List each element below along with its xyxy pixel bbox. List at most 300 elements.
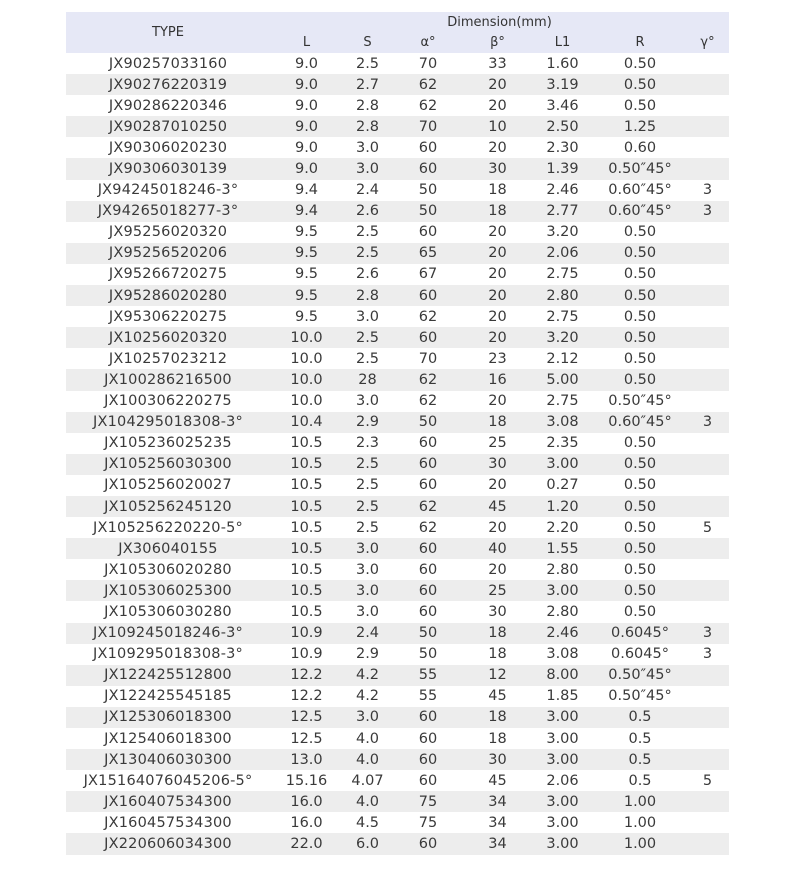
beta-cell: 10 (464, 116, 531, 137)
l1-cell: 2.06 (531, 243, 594, 264)
table-row (66, 833, 729, 854)
type-cell: JX125306018300 (66, 707, 270, 728)
s-cell: 2.4 (343, 180, 392, 201)
s-cell: 3.0 (343, 538, 392, 559)
table-row (66, 665, 729, 686)
l1-cell: 3.20 (531, 327, 594, 348)
l1-cell: 2.80 (531, 601, 594, 622)
s-cell: 4.0 (343, 791, 392, 812)
table-row (66, 580, 729, 601)
l1-cell: 3.00 (531, 707, 594, 728)
type-cell: JX122425545185 (66, 686, 270, 707)
gamma-cell (686, 728, 729, 749)
beta-cell: 25 (464, 580, 531, 601)
r-cell: 1.00 (594, 812, 686, 833)
r-cell: 0.5 (594, 770, 686, 791)
alpha-cell: 62 (392, 391, 464, 412)
table-row (66, 201, 729, 222)
alpha-cell: 60 (392, 707, 464, 728)
table-row (66, 644, 729, 665)
l-cell: 22.0 (270, 833, 343, 854)
type-cell: JX95256020320 (66, 222, 270, 243)
alpha-cell: 60 (392, 580, 464, 601)
gamma-cell (686, 264, 729, 285)
type-cell: JX220606034300 (66, 833, 270, 854)
r-cell: 0.5 (594, 707, 686, 728)
alpha-cell: 62 (392, 369, 464, 390)
s-cell: 2.9 (343, 644, 392, 665)
type-cell: JX90286220346 (66, 95, 270, 116)
beta-cell: 12 (464, 665, 531, 686)
l-cell: 10.5 (270, 454, 343, 475)
table-row (66, 180, 729, 201)
l-cell: 9.4 (270, 201, 343, 222)
type-cell: JX105256220220-5° (66, 517, 270, 538)
type-cell: JX10256020320 (66, 327, 270, 348)
s-cell: 2.6 (343, 264, 392, 285)
table-row (66, 686, 729, 707)
s-cell: 2.8 (343, 285, 392, 306)
r-cell: 0.50 (594, 53, 686, 74)
gamma-cell: 3 (686, 180, 729, 201)
s-cell: 2.4 (343, 623, 392, 644)
l1-cell: 3.46 (531, 95, 594, 116)
r-cell: 0.50 (594, 559, 686, 580)
gamma-cell (686, 306, 729, 327)
r-cell: 0.50 (594, 264, 686, 285)
r-cell: 0.50 (594, 538, 686, 559)
r-cell: 0.50 (594, 369, 686, 390)
type-cell: JX105236025235 (66, 433, 270, 454)
s-cell: 28 (343, 369, 392, 390)
beta-cell: 20 (464, 327, 531, 348)
r-cell: 0.50 (594, 348, 686, 369)
gamma-cell (686, 137, 729, 158)
gamma-cell (686, 285, 729, 306)
table-row (66, 285, 729, 306)
gamma-cell (686, 833, 729, 854)
s-cell: 2.9 (343, 412, 392, 433)
table-row (66, 749, 729, 770)
alpha-cell: 60 (392, 327, 464, 348)
s-cell: 4.2 (343, 665, 392, 686)
r-cell: 0.5 (594, 728, 686, 749)
s-cell: 2.5 (343, 348, 392, 369)
alpha-cell: 60 (392, 601, 464, 622)
l-cell: 10.0 (270, 391, 343, 412)
type-cell: JX95266720275 (66, 264, 270, 285)
r-cell: 0.50 (594, 601, 686, 622)
l1-cell: 3.00 (531, 454, 594, 475)
l-cell: 16.0 (270, 812, 343, 833)
type-cell: JX90306020230 (66, 137, 270, 158)
s-cell: 3.0 (343, 306, 392, 327)
s-cell: 2.5 (343, 517, 392, 538)
beta-cell: 40 (464, 538, 531, 559)
l1-cell: 3.08 (531, 644, 594, 665)
s-cell: 3.0 (343, 580, 392, 601)
alpha-cell: 65 (392, 243, 464, 264)
gamma-cell (686, 74, 729, 95)
s-cell: 2.5 (343, 222, 392, 243)
l-cell: 13.0 (270, 749, 343, 770)
table-row (66, 95, 729, 116)
s-cell: 2.8 (343, 95, 392, 116)
type-cell: JX95306220275 (66, 306, 270, 327)
beta-cell: 23 (464, 348, 531, 369)
column-header-l1: L1 (531, 32, 594, 53)
dimension-spec-table (66, 12, 729, 855)
l1-cell: 3.20 (531, 222, 594, 243)
alpha-cell: 62 (392, 496, 464, 517)
l-cell: 10.5 (270, 517, 343, 538)
table-row (66, 137, 729, 158)
column-header-r: R (594, 32, 686, 53)
alpha-cell: 62 (392, 306, 464, 327)
s-cell: 4.5 (343, 812, 392, 833)
table-body (66, 53, 729, 855)
gamma-cell (686, 686, 729, 707)
beta-cell: 45 (464, 496, 531, 517)
alpha-cell: 50 (392, 412, 464, 433)
gamma-cell (686, 812, 729, 833)
s-cell: 3.0 (343, 158, 392, 179)
gamma-cell: 3 (686, 201, 729, 222)
r-cell: 0.50 (594, 74, 686, 95)
l-cell: 9.0 (270, 116, 343, 137)
s-cell: 2.5 (343, 475, 392, 496)
column-header-beta: β° (464, 32, 531, 53)
beta-cell: 34 (464, 812, 531, 833)
alpha-cell: 60 (392, 285, 464, 306)
gamma-cell (686, 580, 729, 601)
l1-cell: 2.75 (531, 306, 594, 327)
r-cell: 0.50″45° (594, 391, 686, 412)
beta-cell: 30 (464, 749, 531, 770)
r-cell: 0.60 (594, 137, 686, 158)
table-row (66, 791, 729, 812)
gamma-cell (686, 433, 729, 454)
alpha-cell: 50 (392, 180, 464, 201)
l1-cell: 1.20 (531, 496, 594, 517)
l1-cell: 2.20 (531, 517, 594, 538)
dimension-group-header: Dimension(mm) (270, 12, 729, 32)
alpha-cell: 60 (392, 454, 464, 475)
beta-cell: 20 (464, 243, 531, 264)
s-cell: 2.5 (343, 496, 392, 517)
s-cell: 2.6 (343, 201, 392, 222)
type-cell: JX105256020027 (66, 475, 270, 496)
l1-cell: 1.55 (531, 538, 594, 559)
l1-cell: 1.39 (531, 158, 594, 179)
s-cell: 3.0 (343, 707, 392, 728)
table-row (66, 601, 729, 622)
l-cell: 10.5 (270, 538, 343, 559)
gamma-cell (686, 116, 729, 137)
beta-cell: 45 (464, 770, 531, 791)
type-cell: JX90257033160 (66, 53, 270, 74)
type-cell: JX105306030280 (66, 601, 270, 622)
alpha-cell: 60 (392, 475, 464, 496)
r-cell: 1.00 (594, 833, 686, 854)
l-cell: 10.5 (270, 433, 343, 454)
r-cell: 1.00 (594, 791, 686, 812)
l-cell: 9.5 (270, 306, 343, 327)
beta-cell: 25 (464, 433, 531, 454)
gamma-cell (686, 348, 729, 369)
l-cell: 10.4 (270, 412, 343, 433)
gamma-cell (686, 327, 729, 348)
l1-cell: 3.00 (531, 812, 594, 833)
s-cell: 2.3 (343, 433, 392, 454)
table-row (66, 496, 729, 517)
alpha-cell: 60 (392, 538, 464, 559)
table-row (66, 264, 729, 285)
l1-cell: 3.00 (531, 580, 594, 601)
alpha-cell: 75 (392, 812, 464, 833)
type-cell: JX122425512800 (66, 665, 270, 686)
s-cell: 2.5 (343, 327, 392, 348)
l-cell: 9.5 (270, 285, 343, 306)
r-cell: 0.50″45° (594, 665, 686, 686)
l-cell: 9.0 (270, 53, 343, 74)
l1-cell: 2.80 (531, 559, 594, 580)
l1-cell: 3.00 (531, 833, 594, 854)
l-cell: 9.0 (270, 74, 343, 95)
l-cell: 9.4 (270, 180, 343, 201)
type-cell: JX109295018308-3° (66, 644, 270, 665)
type-cell: JX125406018300 (66, 728, 270, 749)
table-row (66, 222, 729, 243)
beta-cell: 20 (464, 517, 531, 538)
r-cell: 0.60″45° (594, 180, 686, 201)
type-cell: JX10257023212 (66, 348, 270, 369)
beta-cell: 20 (464, 74, 531, 95)
l-cell: 9.5 (270, 222, 343, 243)
l-cell: 10.9 (270, 623, 343, 644)
l1-cell: 2.80 (531, 285, 594, 306)
r-cell: 0.50 (594, 327, 686, 348)
l-cell: 10.5 (270, 580, 343, 601)
r-cell: 0.50 (594, 222, 686, 243)
l-cell: 10.5 (270, 475, 343, 496)
table-row (66, 707, 729, 728)
type-cell: JX90287010250 (66, 116, 270, 137)
l1-cell: 3.08 (531, 412, 594, 433)
type-cell: JX160457534300 (66, 812, 270, 833)
alpha-cell: 62 (392, 95, 464, 116)
beta-cell: 18 (464, 412, 531, 433)
table-row (66, 74, 729, 95)
alpha-cell: 60 (392, 770, 464, 791)
column-header-alpha: α° (392, 32, 464, 53)
table-row (66, 306, 729, 327)
beta-cell: 30 (464, 454, 531, 475)
l1-cell: 5.00 (531, 369, 594, 390)
type-cell: JX105256245120 (66, 496, 270, 517)
gamma-cell (686, 496, 729, 517)
type-cell: JX94265018277-3° (66, 201, 270, 222)
beta-cell: 20 (464, 306, 531, 327)
alpha-cell: 62 (392, 517, 464, 538)
l1-cell: 2.12 (531, 348, 594, 369)
beta-cell: 20 (464, 559, 531, 580)
table-row (66, 623, 729, 644)
alpha-cell: 60 (392, 833, 464, 854)
r-cell: 0.60″45° (594, 412, 686, 433)
gamma-cell (686, 791, 729, 812)
l-cell: 10.0 (270, 348, 343, 369)
alpha-cell: 60 (392, 728, 464, 749)
alpha-cell: 50 (392, 623, 464, 644)
l-cell: 15.16 (270, 770, 343, 791)
table-row (66, 412, 729, 433)
beta-cell: 18 (464, 644, 531, 665)
type-cell: JX306040155 (66, 538, 270, 559)
alpha-cell: 67 (392, 264, 464, 285)
table-row (66, 53, 729, 74)
r-cell: 0.50 (594, 580, 686, 601)
l-cell: 9.5 (270, 264, 343, 285)
beta-cell: 18 (464, 180, 531, 201)
gamma-cell (686, 53, 729, 74)
table-row (66, 243, 729, 264)
gamma-cell (686, 369, 729, 390)
alpha-cell: 70 (392, 348, 464, 369)
table-row (66, 369, 729, 390)
l1-cell: 8.00 (531, 665, 594, 686)
l1-cell: 0.27 (531, 475, 594, 496)
type-cell: JX100306220275 (66, 391, 270, 412)
beta-cell: 20 (464, 264, 531, 285)
beta-cell: 20 (464, 222, 531, 243)
beta-cell: 20 (464, 137, 531, 158)
alpha-cell: 60 (392, 158, 464, 179)
r-cell: 0.6045° (594, 644, 686, 665)
r-cell: 0.50″45° (594, 158, 686, 179)
r-cell: 0.50 (594, 496, 686, 517)
column-header-s: S (343, 32, 392, 53)
l-cell: 9.0 (270, 158, 343, 179)
r-cell: 0.50 (594, 285, 686, 306)
beta-cell: 18 (464, 623, 531, 644)
l-cell: 10.5 (270, 496, 343, 517)
l1-cell: 3.00 (531, 728, 594, 749)
table-row (66, 475, 729, 496)
r-cell: 0.50 (594, 433, 686, 454)
type-cell: JX95286020280 (66, 285, 270, 306)
alpha-cell: 60 (392, 749, 464, 770)
s-cell: 4.2 (343, 686, 392, 707)
l-cell: 10.0 (270, 369, 343, 390)
alpha-cell: 50 (392, 644, 464, 665)
l-cell: 10.5 (270, 601, 343, 622)
type-cell: JX105256030300 (66, 454, 270, 475)
beta-cell: 16 (464, 369, 531, 390)
alpha-cell: 60 (392, 433, 464, 454)
gamma-cell (686, 559, 729, 580)
r-cell: 0.50 (594, 454, 686, 475)
l-cell: 12.5 (270, 728, 343, 749)
table-row (66, 327, 729, 348)
l-cell: 16.0 (270, 791, 343, 812)
gamma-cell (686, 222, 729, 243)
s-cell: 4.0 (343, 728, 392, 749)
type-cell: JX105306020280 (66, 559, 270, 580)
beta-cell: 20 (464, 475, 531, 496)
column-header-gamma: γ° (686, 32, 729, 53)
beta-cell: 34 (464, 833, 531, 854)
r-cell: 0.50 (594, 306, 686, 327)
gamma-cell (686, 391, 729, 412)
s-cell: 4.0 (343, 749, 392, 770)
s-cell: 2.7 (343, 74, 392, 95)
s-cell: 2.5 (343, 243, 392, 264)
table-row (66, 116, 729, 137)
alpha-cell: 62 (392, 74, 464, 95)
gamma-cell (686, 475, 729, 496)
table-row (66, 454, 729, 475)
s-cell: 3.0 (343, 559, 392, 580)
s-cell: 4.07 (343, 770, 392, 791)
l1-cell: 3.00 (531, 791, 594, 812)
gamma-cell (686, 95, 729, 116)
type-cell: JX104295018308-3° (66, 412, 270, 433)
type-cell: JX130406030300 (66, 749, 270, 770)
beta-cell: 20 (464, 95, 531, 116)
table-row (66, 348, 729, 369)
table-row (66, 812, 729, 833)
s-cell: 2.8 (343, 116, 392, 137)
gamma-cell (686, 243, 729, 264)
table-row (66, 433, 729, 454)
column-header-l: L (270, 32, 343, 53)
gamma-cell: 5 (686, 517, 729, 538)
alpha-cell: 60 (392, 222, 464, 243)
l1-cell: 2.75 (531, 264, 594, 285)
r-cell: 0.6045° (594, 623, 686, 644)
type-cell: JX90276220319 (66, 74, 270, 95)
type-cell: JX90306030139 (66, 158, 270, 179)
beta-cell: 20 (464, 391, 531, 412)
alpha-cell: 70 (392, 53, 464, 74)
alpha-cell: 75 (392, 791, 464, 812)
l1-cell: 2.75 (531, 391, 594, 412)
r-cell: 0.50 (594, 475, 686, 496)
l-cell: 12.5 (270, 707, 343, 728)
l1-cell: 2.30 (531, 137, 594, 158)
r-cell: 0.50 (594, 95, 686, 116)
s-cell: 6.0 (343, 833, 392, 854)
gamma-cell (686, 707, 729, 728)
gamma-cell (686, 601, 729, 622)
beta-cell: 20 (464, 285, 531, 306)
gamma-cell (686, 158, 729, 179)
table-row (66, 770, 729, 791)
type-cell: JX100286216500 (66, 369, 270, 390)
type-cell: JX94245018246-3° (66, 180, 270, 201)
alpha-cell: 55 (392, 665, 464, 686)
gamma-cell: 3 (686, 412, 729, 433)
beta-cell: 45 (464, 686, 531, 707)
type-cell: JX15164076045206-5° (66, 770, 270, 791)
beta-cell: 30 (464, 158, 531, 179)
beta-cell: 18 (464, 201, 531, 222)
table-row (66, 728, 729, 749)
gamma-cell (686, 749, 729, 770)
l-cell: 10.0 (270, 327, 343, 348)
alpha-cell: 50 (392, 201, 464, 222)
